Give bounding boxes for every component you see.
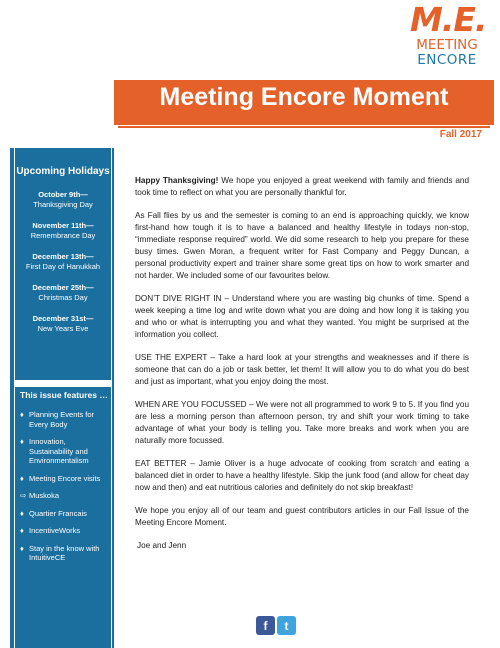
logo-mark: M.E.: [410, 0, 487, 39]
feature-label: Innovation, Sustainability and Environmentalism: [29, 437, 89, 465]
feature-label: Planning Events for Every Body: [29, 410, 95, 429]
feature-item[interactable]: [20, 410, 110, 429]
intro-bold: Happy Thanksgiving!: [135, 176, 219, 185]
intro-paragraph: [135, 175, 469, 199]
holiday-name: New Years Eve: [37, 324, 89, 333]
features-list: [20, 410, 110, 571]
diamond-bullet-icon: ♦: [20, 437, 24, 446]
holiday-date: December 31st—: [32, 314, 94, 323]
upcoming-holidays-title: Upcoming Holidays: [16, 166, 110, 177]
holiday-name: Thanksgiving Day: [33, 200, 93, 209]
holiday-date: October 9th—: [38, 190, 88, 199]
closing-paragraph: We hope you enjoy all of our team and guest contributors articles in our Fall Issue of the Meeting Encore Moment.: [135, 506, 469, 527]
diamond-bullet-icon: ♦: [20, 508, 24, 518]
paragraph: As Fall flies by us and the semester is coming to an end is approaching quickly, we know first-hand how tough it is to have a balanced and healthy lifestyle in todays non-stop, “immediate response required” world. We did some research to help you prepare for these busy times. Gwen Moran, a frequent writer for Fast Company and Peggy Duncan, a personal productivity expert and trainer share some great tips on how to work smarter and not harder. We included some of our favourites below.: [135, 211, 469, 280]
holiday-item: [15, 221, 111, 241]
tip-eat-better: EAT BETTER – Jamie Oliver is a huge advocate of cooking from scratch and eating a balanced diet in order to have a healthy lifestyle. Skip the junk food (and allow for cheat day now and then) and eat nutritious calories and definitely do not skip breakfast!: [135, 459, 469, 492]
diamond-bullet-icon: ♦: [20, 473, 24, 483]
meeting-encore-logo: [410, 0, 487, 74]
arrow-bullet-icon: ⇨: [20, 491, 27, 500]
diamond-bullet-icon: ♦: [20, 543, 24, 553]
feature-item[interactable]: [20, 474, 110, 484]
newsletter-title: Meeting Encore Moment: [159, 83, 449, 111]
twitter-icon[interactable]: t: [277, 616, 296, 635]
features-title: This issue features …: [20, 390, 108, 400]
holiday-date: December 25th—: [32, 283, 94, 292]
diamond-bullet-icon: ♦: [20, 526, 24, 535]
feature-item[interactable]: [20, 544, 110, 563]
holiday-item: [15, 190, 111, 210]
issue-label: Fall 2017: [439, 129, 482, 140]
feature-item[interactable]: [20, 509, 110, 519]
feature-label: Stay in the know with IntuitiveCE: [29, 543, 100, 562]
logo-line-encore: ENCORE: [417, 52, 477, 68]
holiday-name: First Day of Hanukkah: [25, 262, 101, 271]
sidebar-panel: [14, 148, 112, 648]
holiday-item: [15, 314, 111, 334]
signoff: Joe and Jenn: [137, 541, 187, 550]
tip-when-focussed: WHEN ARE YOU FOCUSSED – We were not all programmed to work 9 to 5. If you find you are less a morning person than afternoon person, try and shift your work timing to take advantage of what your body is telling you. Take more breaks and work when you are naturally more focussed.: [135, 400, 469, 445]
tip-dont-dive-in: DON’T DIVE RIGHT IN – Understand where you are wasting big chunks of time. Spend a week keeping a time log and write down what you are doing and how long it is taking you and who or what is interrupting you and what they wanted. You might be surprised at the information you collect.: [135, 294, 469, 339]
holiday-name: Remembrance Day: [30, 231, 96, 240]
sidebar-top-spacer: [10, 80, 114, 140]
feature-label: Meeting Encore visits: [29, 473, 101, 483]
feature-label: Muskoka: [29, 491, 60, 500]
feature-item[interactable]: [20, 437, 110, 466]
holiday-name: Christmas Day: [38, 293, 88, 302]
intro-text: We hope you enjoyed a great weekend with family and friends and took time to reflect on what you are personally thankful for.: [135, 176, 469, 197]
facebook-icon[interactable]: f: [256, 616, 275, 635]
social-links: [256, 616, 296, 635]
holiday-date: December 13th—: [32, 252, 94, 261]
issue-bar: [114, 128, 490, 143]
logo-line-meeting: MEETING: [416, 37, 478, 53]
tip-use-the-expert: USE THE EXPERT – Take a hard look at your strengths and weaknesses and if there is someone that can do a job or task better, let them! It will allow you to do what you do best and just as important, what you enjoy doing the most.: [135, 353, 469, 386]
sidebar-divider: [15, 380, 111, 387]
newsletter-header: [114, 80, 494, 125]
holiday-date: November 11th—: [32, 221, 94, 230]
holiday-item: [15, 283, 111, 303]
sidebar: [10, 148, 114, 648]
feature-item[interactable]: [20, 491, 110, 501]
holiday-item: [15, 252, 111, 272]
feature-label: IncentiveWorks: [29, 526, 81, 535]
feature-item[interactable]: [20, 526, 110, 536]
article-body: [135, 175, 469, 563]
diamond-bullet-icon: ♦: [20, 410, 24, 419]
feature-label: Quartier Francais: [29, 508, 87, 518]
